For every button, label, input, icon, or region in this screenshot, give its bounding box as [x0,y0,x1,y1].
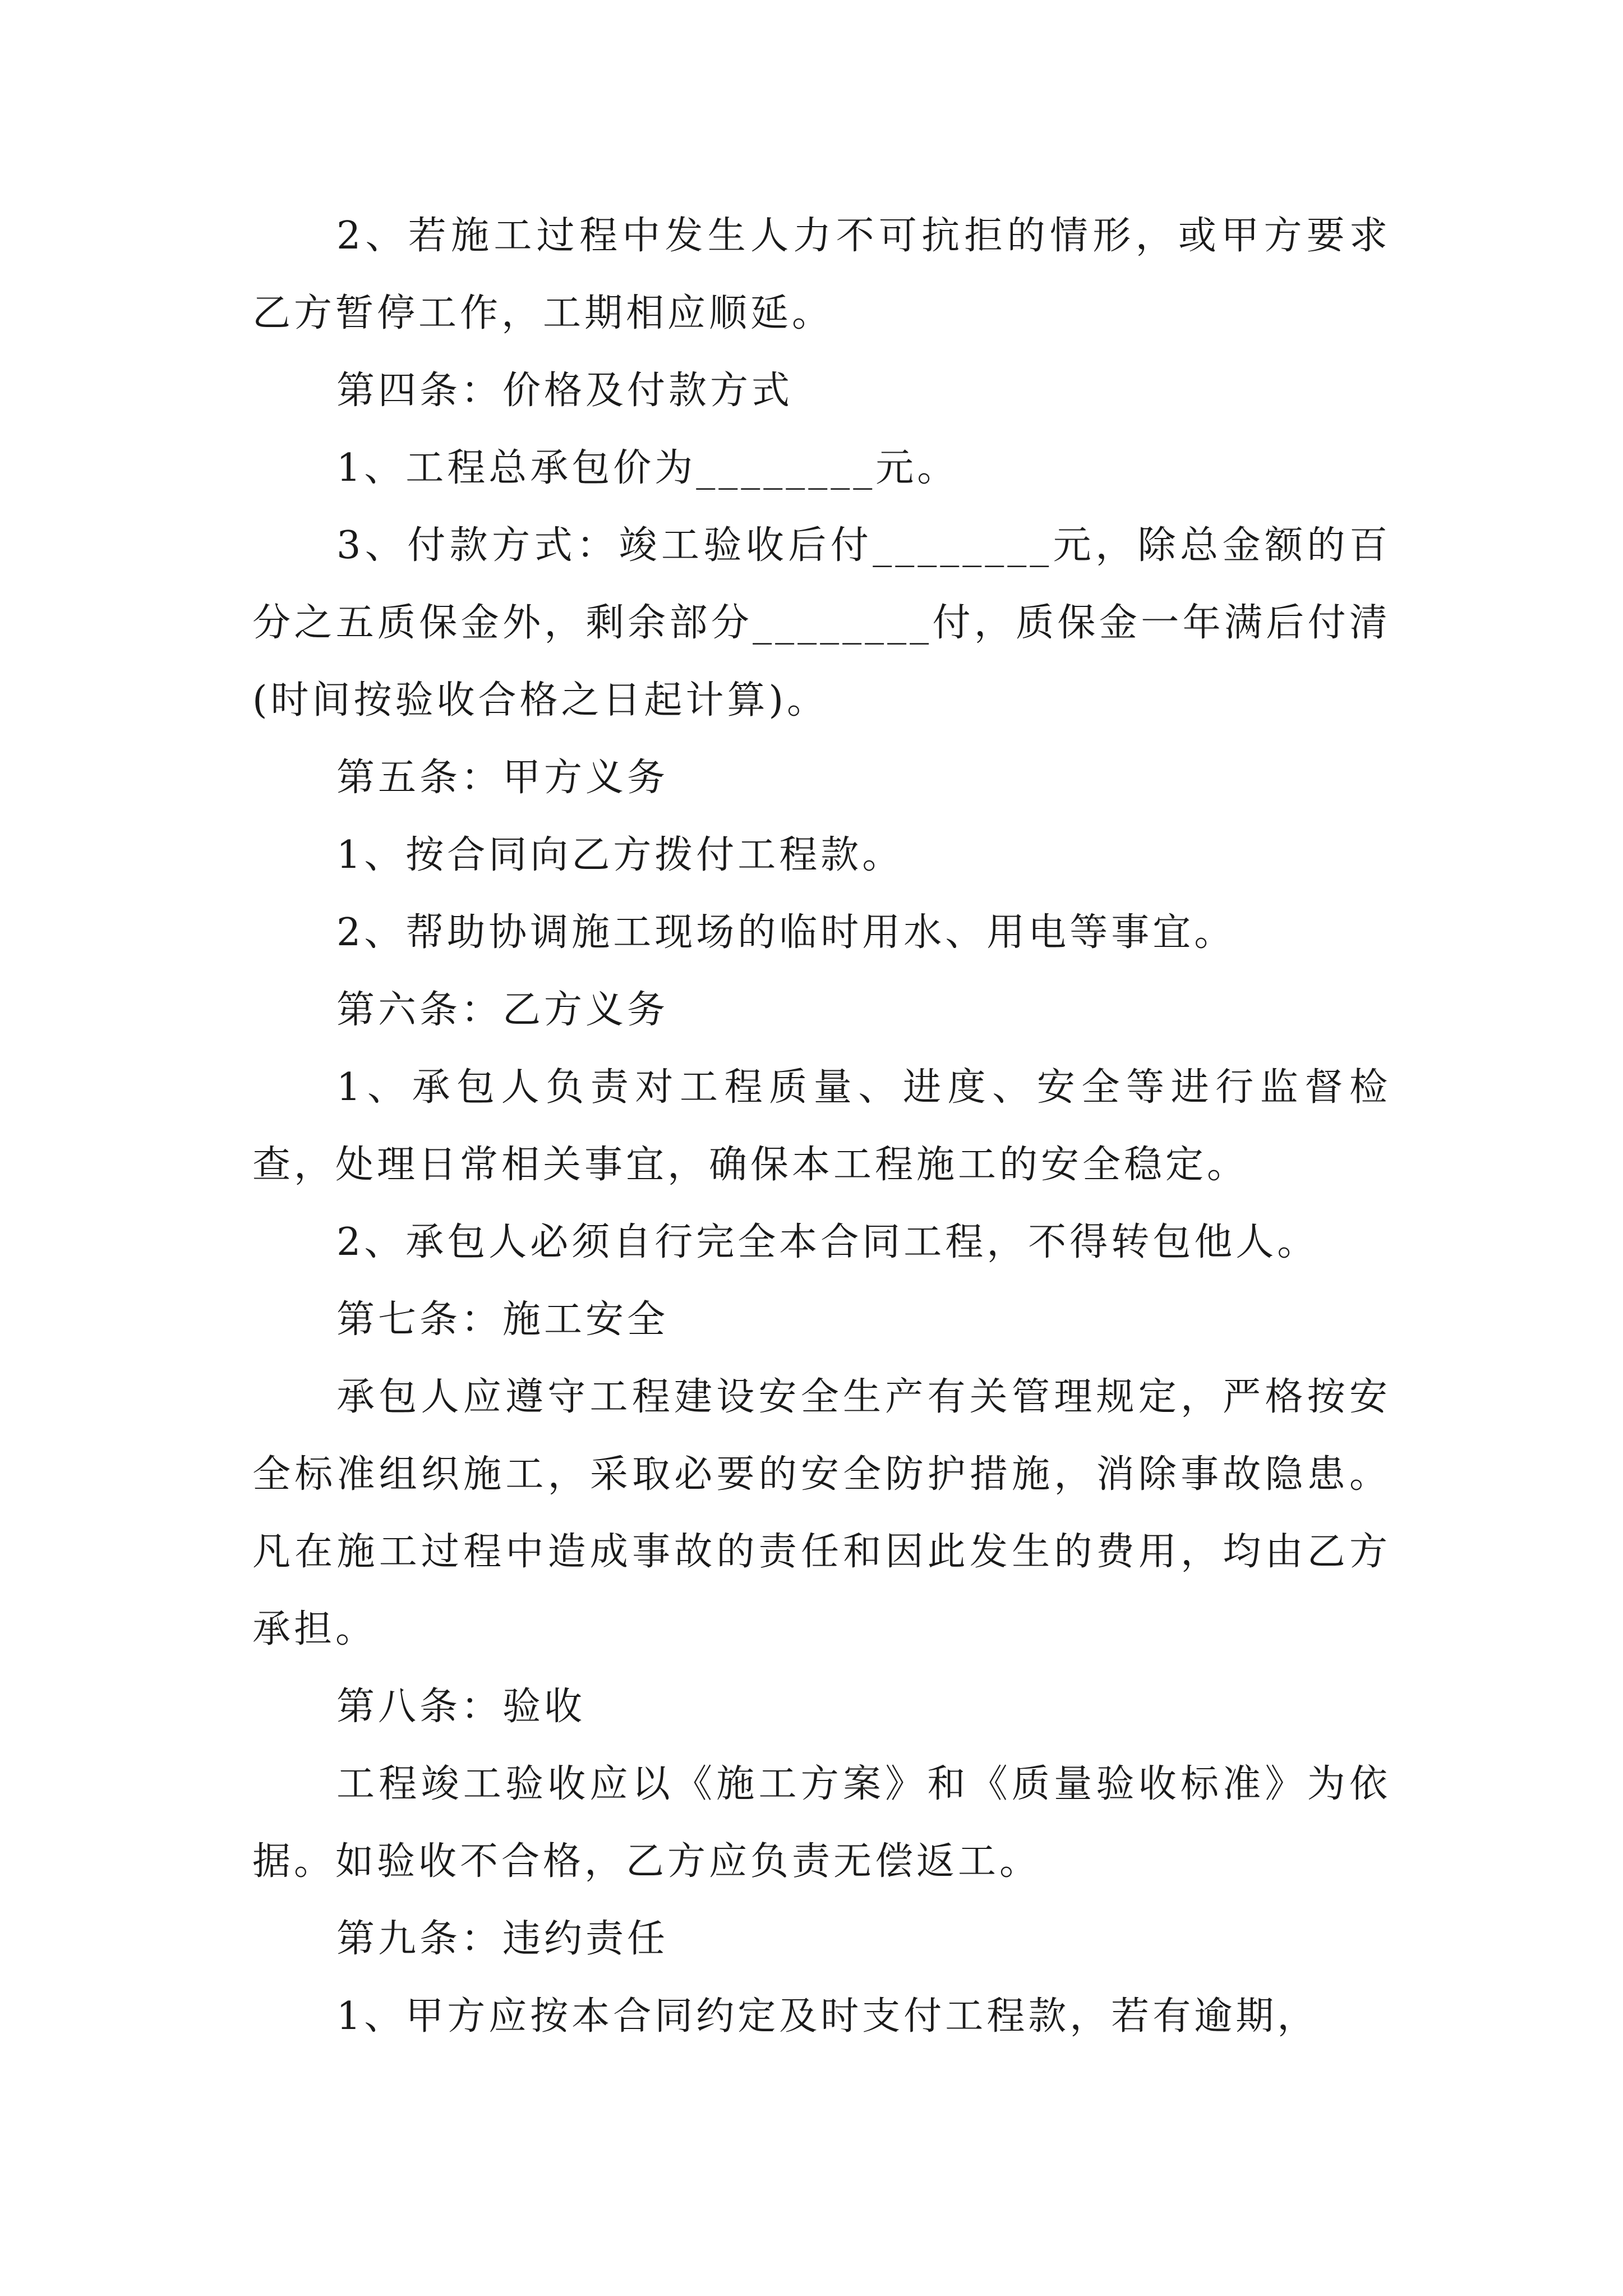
section-heading: 第六条：乙方义务 [336,988,669,1032]
paragraph: 1、承包人负责对工程质量、进度、安全等进行监督检查，处理日常相关事宜，确保本工程施工的安全稳定。 [252,1065,1391,1187]
paragraph: 1、按合同向乙方拨付工程款。 [336,833,904,877]
section-heading: 第七条：施工安全 [336,1297,669,1342]
paragraph: 2、帮助协调施工现场的临时用水、用电等事宜。 [336,910,1236,955]
section-heading: 第五条：甲方义务 [336,756,669,800]
paragraph: 1、甲方应按本合同约定及时支付工程款，若有逾期， [336,1994,1319,2039]
paragraph: 3、付款方式：竣工验收后付________元，除总金额的百分之五质保金外，剩余部分________付，质保金一年满后付清(时间按验收合格之日起计算)。 [252,523,1391,723]
section-heading: 第九条：违约责任 [336,1917,669,1961]
paragraph: 2、承包人必须自行完全本合同工程，不得转包他人。 [336,1220,1319,1264]
paragraph: 工程竣工验收应以《施工方案》和《质量验收标准》为依据。如验收不合格，乙方应负责无偿返工。 [252,1762,1391,1884]
paragraph: 2、若施工过程中发生人力不可抗拒的情形，或甲方要求乙方暂停工作，工期相应顺延。 [252,214,1391,335]
section-heading: 第四条：价格及付款方式 [336,369,794,413]
paragraph: 承包人应遵守工程建设安全生产有关管理规定，严格按安全标准组织施工，采取必要的安全防护措施，消除事故隐患。凡在施工过程中造成事故的责任和因此发生的费用，均由乙方承担。 [252,1375,1391,1651]
document-page [252,197,1391,2055]
paragraph: 1、工程总承包价为________元。 [336,446,959,490]
section-heading: 第八条：验收 [336,1685,586,1729]
